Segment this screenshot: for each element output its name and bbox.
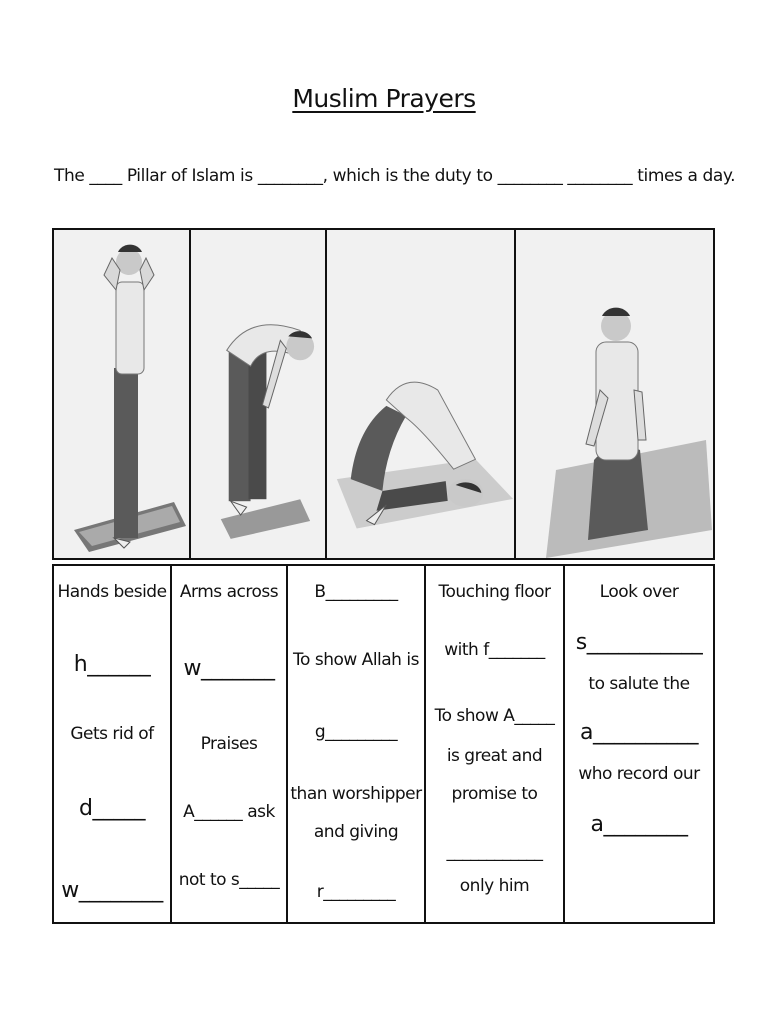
intro-sentence: The ____ Pillar of Islam is ________, which is the duty to ________ ________ times a day.	[54, 166, 736, 186]
fill-blank: r_________	[316, 882, 396, 902]
page-title	[0, 84, 768, 113]
fill-blank: w________	[61, 878, 163, 903]
column-standing	[54, 566, 172, 922]
column-text: Touching floor	[438, 582, 551, 602]
title-text: Muslim Prayers	[292, 84, 476, 113]
column-text: Praises	[200, 734, 258, 754]
column-bowing	[172, 566, 288, 922]
fill-blank: A______ ask	[183, 802, 275, 822]
fill-blank: g_________	[314, 722, 398, 742]
column-looking-over	[565, 566, 713, 922]
column-text: Arms across	[179, 582, 279, 602]
standing-hands-raised-figure	[54, 230, 191, 558]
column-text: Gets rid of	[70, 724, 154, 744]
fill-blank: s___________	[575, 630, 703, 655]
column-text: To show Allah is	[293, 650, 419, 670]
fill-blank: not to s_____	[178, 870, 280, 890]
fill-blank: with f_______	[444, 640, 545, 660]
column-text: than worshipper	[290, 784, 422, 804]
column-text: who record our	[578, 764, 700, 784]
column-text: promise to	[451, 784, 538, 804]
column-text: Look over	[599, 582, 679, 602]
kneeling-figure	[516, 230, 713, 558]
fill-blank: h______	[73, 652, 151, 677]
fill-blank: B_________	[314, 582, 398, 602]
fill-blank: w_______	[183, 656, 275, 681]
column-text: and giving	[313, 822, 399, 842]
column-text: to salute the	[588, 674, 690, 694]
photo-strip	[52, 228, 715, 560]
description-grid	[52, 564, 715, 924]
fill-blank: d_____	[79, 796, 145, 821]
fill-blank: a________	[590, 812, 688, 837]
fill-blank: To show A_____	[434, 706, 555, 726]
column-prostrating	[288, 566, 426, 922]
fill-blank: a__________	[580, 720, 698, 745]
column-text: only him	[459, 876, 530, 896]
bowing-figure	[191, 230, 327, 558]
fill-blank: ____________	[446, 842, 543, 862]
column-text: is great and	[446, 746, 543, 766]
prostrating-figure	[327, 230, 516, 558]
column-text: Hands beside	[57, 582, 167, 602]
column-floor	[426, 566, 565, 922]
